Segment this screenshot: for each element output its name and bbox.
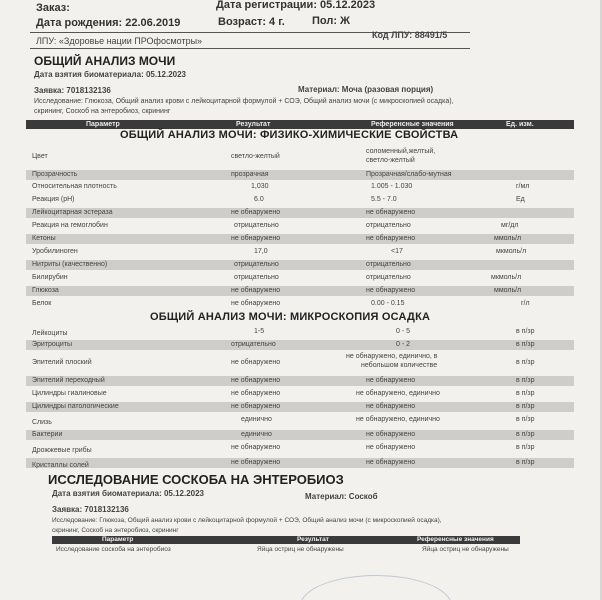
table-row: [26, 260, 574, 270]
table-cell: не обнаружено: [231, 459, 281, 466]
table-cell: не обнаружено: [366, 431, 416, 438]
table-row: [26, 327, 574, 337]
entero-title: ИССЛЕДОВАНИЕ СОСКОБА НА ЭНТЕРОБИОЗ: [48, 472, 344, 487]
table-row: [26, 208, 574, 218]
urine-study-line2: скрининг, Соскоб на энтеробиоз, скрининг: [34, 108, 171, 115]
table-cell: не обнаружено: [231, 444, 281, 451]
table-cell: светло-желтый: [366, 157, 415, 164]
table-row: [26, 148, 574, 168]
table-cell: в п/зр: [516, 416, 535, 423]
table-cell: отрицательно: [234, 274, 279, 281]
table-row: [26, 443, 574, 453]
table-cell: не обнаружено: [231, 390, 281, 397]
table-cell: не обнаружено: [366, 459, 416, 466]
table-cell: 17,0: [254, 248, 268, 255]
urine-table-header: [26, 120, 574, 129]
physchem-title: ОБЩИЙ АНАЛИЗ МОЧИ: ФИЗИКО-ХИМИЧЕСКИЕ СВОЙСТВА: [120, 129, 459, 141]
table-cell: 0.00 - 0.15: [371, 300, 405, 307]
table-cell: Прозрачность: [32, 171, 78, 178]
table-cell: отрицательно: [366, 222, 411, 229]
table-cell: Эпителий переходный: [32, 377, 105, 384]
table-row: [26, 170, 574, 180]
table-row: [26, 286, 574, 296]
table-cell: не обнаружено: [366, 287, 416, 294]
table-cell: 0 - 5: [396, 328, 411, 335]
urine-material: Материал: Моча (разовая порция): [298, 85, 434, 94]
entero-study-line2: скрининг, Соскоб на энтеробиоз, скрининг: [52, 527, 179, 534]
table-cell: Исследование соскоба на энтеробиоз: [56, 546, 171, 553]
table-cell: 5.5 - 7.0: [371, 196, 397, 203]
table-cell: отрицательно: [231, 341, 276, 348]
table-cell: в п/зр: [516, 431, 535, 438]
table-cell: не обнаружено: [231, 403, 281, 410]
table-cell: не обнаружено: [366, 444, 416, 451]
table-cell: Цилиндры патологические: [32, 403, 119, 410]
table-cell: единично: [241, 416, 272, 423]
entero-bio-date: Дата взятия биоматериала: 05.12.2023: [52, 489, 205, 498]
table-cell: Реакция (pH): [32, 196, 75, 203]
table-row: [26, 389, 574, 399]
table-cell: ммоль/л: [494, 287, 522, 294]
table-cell: отрицательно: [366, 274, 411, 281]
sex: Пол: Ж: [312, 15, 351, 27]
table-cell: в п/зр: [516, 459, 535, 466]
table-cell: Цилиндры гиалиновые: [32, 390, 107, 397]
table-cell: отрицательно: [234, 222, 279, 229]
table-cell: в п/зр: [516, 359, 535, 366]
table-cell: Билирубин: [32, 274, 68, 281]
table-cell: Реакция на гемоглобин: [32, 222, 108, 229]
table-cell: единично: [241, 431, 272, 438]
table-cell: Яйца остриц не обнаружены: [422, 546, 509, 553]
table-cell: 6.0: [254, 196, 264, 203]
table-cell: не обнаружено, единично: [356, 390, 440, 397]
registration-date: Дата регистрации: 05.12.2023: [216, 0, 376, 11]
table-cell: Результат: [297, 536, 329, 543]
table-row: [26, 415, 574, 425]
table-cell: отрицательно: [366, 261, 411, 268]
col-ref: Референсные значения: [371, 121, 454, 128]
age: Возраст: 4 г.: [218, 16, 285, 28]
col-units: Ед. изм.: [506, 121, 534, 128]
table-cell: в п/зр: [516, 403, 535, 410]
table-cell: в п/зр: [516, 444, 535, 451]
table-cell: Прозрачная/слабо-мутная: [366, 171, 452, 178]
table-cell: в п/зр: [516, 377, 535, 384]
table-cell: не обнаружено, единично, в: [346, 353, 438, 360]
table-cell: в п/зр: [516, 328, 535, 335]
table-cell: прозрачная: [231, 171, 269, 178]
birth-date: Дата рождения: 22.06.2019: [36, 17, 181, 29]
table-row: [26, 182, 574, 192]
table-cell: не обнаружено: [231, 287, 281, 294]
table-row: [26, 376, 574, 386]
entero-request: Заявка: 7018132136: [52, 505, 129, 514]
table-cell: не обнаружено: [231, 209, 281, 216]
table-row: [26, 340, 574, 350]
table-cell: Кристаллы солей: [32, 462, 89, 469]
entero-table-header: [52, 536, 520, 544]
col-result: Результат: [236, 121, 271, 128]
table-cell: мкмоль/л: [496, 248, 527, 255]
table-cell: Кетоны: [32, 235, 56, 242]
table-row: [26, 247, 574, 257]
table-cell: в п/зр: [516, 390, 535, 397]
table-cell: не обнаружено: [366, 235, 416, 242]
table-cell: Слизь: [32, 419, 52, 426]
table-cell: мкмоль/л: [491, 274, 522, 281]
lpu-name: ЛПУ: «Здоровье нации ПРОфосмотры»: [36, 36, 203, 46]
table-cell: не обнаружено, единично: [356, 416, 440, 423]
entero-material: Материал: Соскоб: [305, 492, 378, 501]
table-cell: Эпителий плоский: [32, 359, 92, 366]
table-cell: не обнаружено: [231, 377, 281, 384]
stamp-seal: [300, 575, 452, 600]
table-cell: г/мл: [516, 183, 530, 190]
table-row: [26, 353, 574, 373]
table-cell: Лейкоциты: [32, 330, 68, 337]
urine-study-line1: Исследование: Глюкоза, Общий анализ крови с лейкоцитарной формулой + СОЭ, Общий анализ мочи (с микроскопией осадка),: [34, 98, 454, 105]
urine-request: Заявка: 7018132136: [34, 86, 111, 95]
table-cell: не обнаружено: [366, 209, 416, 216]
table-cell: Относительная плотность: [32, 183, 117, 190]
table-cell: мг/дл: [501, 222, 519, 229]
table-row: [26, 273, 574, 283]
table-cell: не обнаружено: [231, 235, 281, 242]
table-row: [52, 545, 520, 555]
microscopy-title: ОБЩИЙ АНАЛИЗ МОЧИ: МИКРОСКОПИЯ ОСАДКА: [150, 311, 431, 323]
table-cell: 0 - 2: [396, 341, 411, 348]
urine-bio-date: Дата взятия биоматериала: 05.12.2023: [34, 70, 187, 79]
table-cell: Бактерии: [32, 431, 63, 438]
table-cell: Цвет: [32, 153, 48, 160]
order-label: Заказ:: [36, 2, 70, 14]
table-cell: не обнаружено: [366, 377, 416, 384]
table-cell: Ед: [516, 196, 525, 203]
table-cell: Белок: [32, 300, 52, 307]
table-cell: Нитриты (качественно): [32, 261, 108, 268]
table-cell: не обнаружено: [231, 359, 281, 366]
table-cell: в п/зр: [516, 341, 535, 348]
table-cell: Яйца остриц не обнаружены: [257, 546, 344, 553]
table-cell: светло-желтый: [231, 153, 280, 160]
table-row: [26, 458, 574, 468]
table-cell: Параметр: [102, 536, 134, 543]
table-row: [26, 195, 574, 205]
table-cell: отрицательно: [234, 261, 279, 268]
table-cell: Глюкоза: [32, 287, 59, 294]
table-cell: не обнаружено: [231, 300, 281, 307]
table-row: [26, 299, 574, 309]
table-cell: 1-5: [254, 328, 265, 335]
table-row: [26, 402, 574, 412]
urine-title: ОБЩИЙ АНАЛИЗ МОЧИ: [34, 54, 176, 68]
table-cell: Эритроциты: [32, 341, 72, 348]
table-cell: ммоль/л: [494, 235, 522, 242]
table-cell: Референсные значения: [417, 536, 494, 543]
table-cell: соломенный,желтый,: [366, 148, 436, 155]
table-cell: Уробилиноген: [32, 248, 78, 255]
table-cell: г/л: [521, 300, 530, 307]
table-cell: 1,030: [251, 183, 269, 190]
table-cell: 1.005 - 1.030: [371, 183, 413, 190]
lpu-code: Код ЛПУ: 88491/5: [372, 30, 448, 40]
lpu-divider: [30, 48, 470, 49]
table-cell: Лейкоцитарная эстераза: [32, 209, 113, 216]
table-cell: Дрожжевые грибы: [32, 447, 92, 454]
table-cell: не обнаружено: [366, 403, 416, 410]
col-param: Параметр: [86, 121, 120, 128]
table-cell: небольшом количестве: [361, 362, 438, 369]
table-row: [26, 234, 574, 244]
table-row: [26, 221, 574, 231]
table-row: [26, 430, 574, 440]
table-cell: <17: [391, 248, 403, 255]
entero-study-line1: Исследование: Глюкоза, Общий анализ крови с лейкоцитарной формулой + СОЭ, Общий анализ мочи (с микроскопией осадка),: [52, 517, 442, 524]
